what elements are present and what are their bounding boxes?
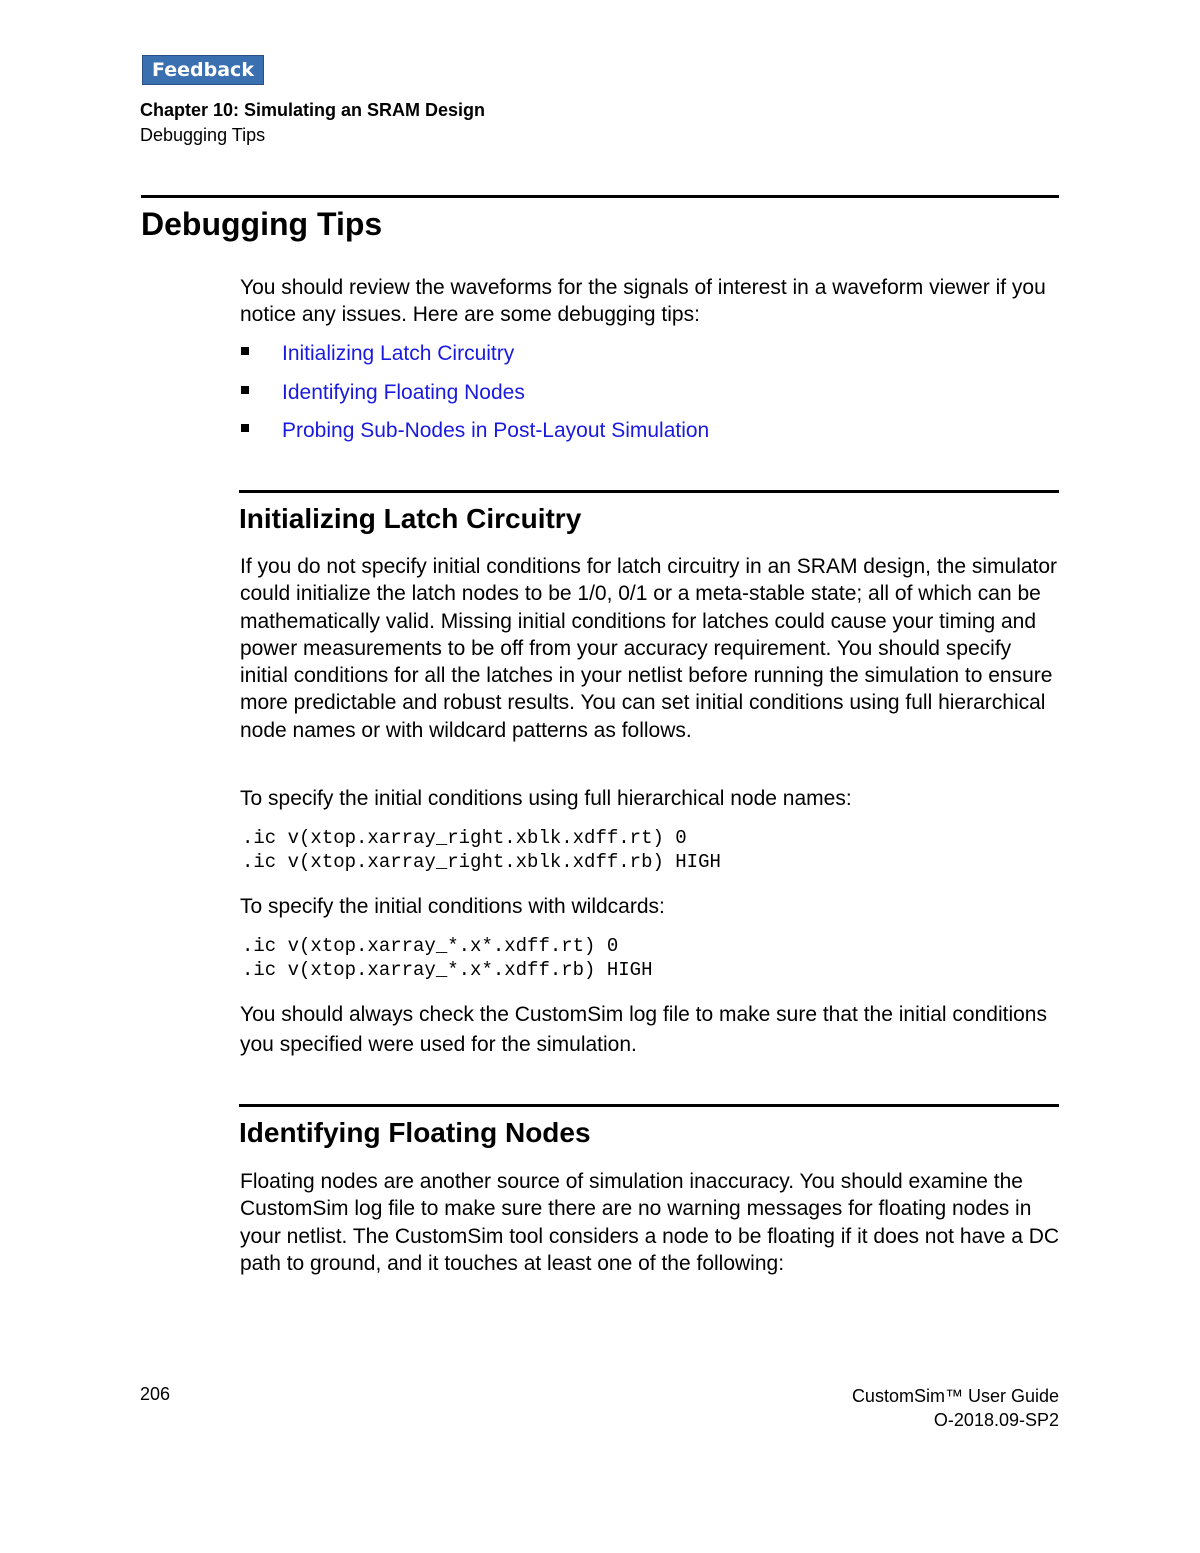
log-check-paragraph: You should always check the CustomSim log file to make sure that the initial conditions you specified were used for the simulation.: [240, 1003, 1047, 1056]
title-divider: [141, 195, 1059, 198]
link-initializing-latch-circuitry[interactable]: Initializing Latch Circuitry: [282, 342, 515, 365]
floating-paragraph: Floating nodes are another source of simulation inaccuracy. You should examine the CustomSim log file to make sure there are no warning messages for floating nodes in your netlist. The CustomSim tool considers a node to be floating if it does not have a DC path to ground, and it touches at least one of the following:: [240, 1170, 1060, 1275]
guide-version: O-2018.09-SP2: [933, 1410, 1059, 1430]
page-number: 206: [140, 1384, 171, 1404]
bullet-icon: [241, 347, 249, 355]
footer-guide-info: [852, 1384, 1059, 1432]
guide-title: CustomSim™ User Guide: [851, 1386, 1059, 1406]
bullet-icon: [241, 424, 249, 432]
intro-paragraph: You should review the waveforms for the signals of interest in a waveform viewer if you notice any issues. Here are some debugging tips:: [240, 276, 1046, 327]
link-identifying-floating-nodes[interactable]: Identifying Floating Nodes: [282, 380, 525, 404]
code-block-full-names: .ic v(xtop.xarray_right.xblk.xdff.rt) 0 .ic v(xtop.xarray_right.xblk.xdff.rb) HIGH: [242, 827, 721, 873]
chapter-title: Chapter 10: Simulating an SRAM Design: [140, 100, 486, 120]
page-title: Debugging Tips: [141, 206, 383, 242]
bullet-icon: [241, 386, 249, 394]
section-breadcrumb: Debugging Tips: [140, 125, 266, 145]
latch-paragraph: If you do not specify initial conditions for latch circuitry in an SRAM design, the simulator could initialize the latch nodes to be 1/0, 0/1 or a meta-stable state; all of which can be mathematically valid. Missing initial conditions for latches could cause your timing and power measurements to be off from your accuracy requirement. You should specify initial conditions for all the latches in your netlist before running the simulation to ensure more predictable and robust results. You can set initial conditions using full hierarchical node names or with wildcard patterns as follows.: [240, 555, 1058, 742]
latch-section-title: Initializing Latch Circuitry: [239, 503, 582, 534]
full-names-instruction: To specify the initial conditions using full hierarchical node names:: [240, 787, 852, 810]
code-block-wildcards: .ic v(xtop.xarray_*.x*.xdff.rt) 0 .ic v(xtop.xarray_*.x*.xdff.rb) HIGH: [242, 935, 653, 981]
wildcards-instruction: To specify the initial conditions with wildcards:: [240, 895, 665, 918]
floating-section-title: Identifying Floating Nodes: [239, 1117, 591, 1148]
floating-section-divider: [239, 1104, 1059, 1107]
feedback-button[interactable]: Feedback: [142, 55, 264, 85]
link-probing-sub-nodes[interactable]: Probing Sub-Nodes in Post-Layout Simulation: [282, 419, 710, 442]
latch-section-divider: [239, 490, 1059, 493]
